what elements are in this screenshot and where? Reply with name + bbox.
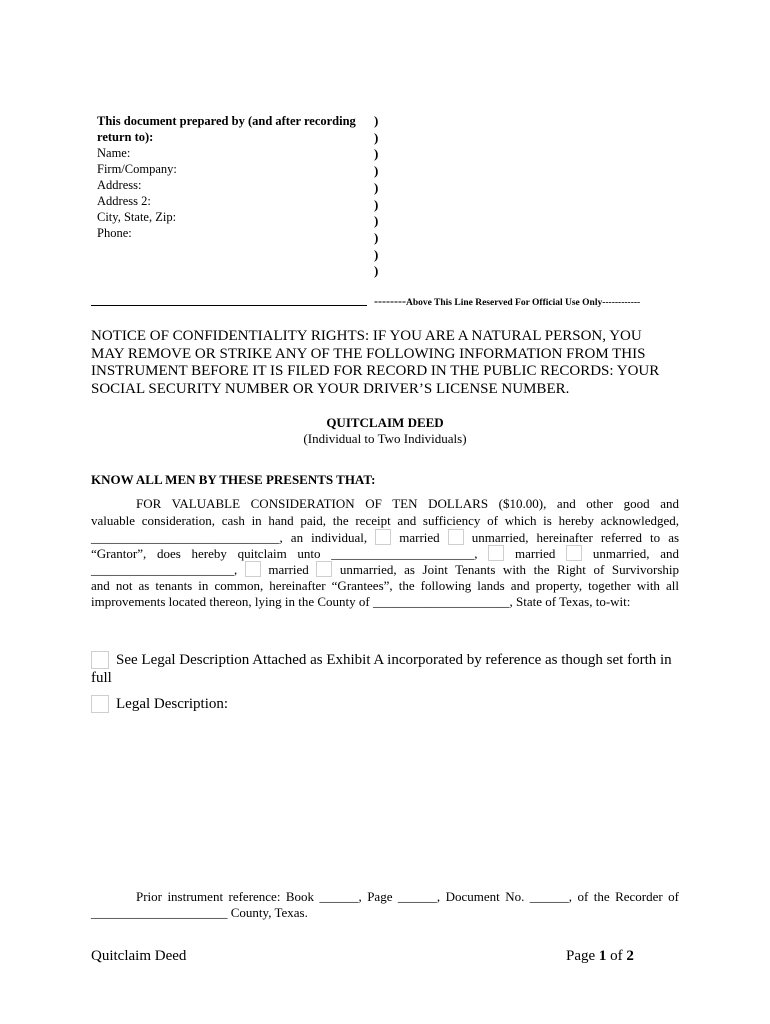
paren: ) — [374, 163, 379, 179]
prepared-by-heading: This document prepared by (and after recording — [97, 114, 356, 128]
field-firm-label: Firm/Company: — [97, 162, 177, 176]
of-label: of — [610, 948, 623, 964]
notice-line: MAY REMOVE OR STRIKE ANY OF THE FOLLOWING INFORMATION FROM THIS — [91, 345, 646, 362]
legal-description-checkbox[interactable] — [91, 695, 109, 713]
body-text: , an individual, — [279, 530, 368, 545]
paren: ) — [374, 146, 379, 162]
recording-rule-line — [91, 305, 367, 306]
paren: ) — [374, 263, 379, 279]
grantee1-name-blank[interactable]: ______________________ — [331, 546, 475, 561]
body-text: , State of Texas, to-wit: — [509, 594, 631, 609]
body-line-7 — [91, 594, 679, 610]
official-use-text: Above This Line Reserved For Official Use Only — [405, 298, 603, 308]
prior-reference-line-1: Prior instrument reference: Book ______, Page ______, Document No. ______, of the Recorder of — [136, 889, 679, 904]
grantor-unmarried-checkbox[interactable] — [448, 529, 464, 545]
married-label: married — [514, 546, 556, 561]
paren: ) — [374, 246, 379, 262]
married-label: married — [399, 530, 440, 545]
field-city-state-zip-label: City, State, Zip: — [97, 210, 177, 224]
exhibit-a-line-2: full — [91, 670, 112, 686]
married-label: married — [268, 562, 309, 577]
grantee2-married-checkbox[interactable] — [245, 561, 261, 577]
official-use-line — [374, 294, 640, 309]
official-dashes-right: ------------ — [602, 298, 641, 308]
page-total: 2 — [626, 948, 634, 964]
body-line-3 — [91, 529, 679, 546]
legal-description-label: Legal Description: — [116, 696, 229, 712]
field-phone-label: Phone: — [97, 226, 132, 240]
notice-line: INSTRUMENT BEFORE IT IS FILED FOR RECORD IN THE PUBLIC RECORDS: YOUR — [91, 363, 660, 379]
prepared-by-heading-cont: return to): — [97, 130, 154, 144]
grantee1-married-checkbox[interactable] — [488, 545, 504, 561]
grantor-name-blank[interactable]: _____________________________ — [91, 530, 280, 545]
page-current: 1 — [598, 948, 607, 964]
grantee2-name-blank[interactable]: ______________________ — [91, 562, 234, 577]
paren: ) — [374, 129, 379, 145]
page-label: Page — [566, 948, 596, 964]
paren: ) — [374, 113, 379, 128]
know-all-men-heading: KNOW ALL MEN BY THESE PRESENTS THAT: — [91, 472, 376, 487]
document-subtitle: (Individual to Two Individuals) — [303, 431, 467, 446]
body-text: unmarried, hereinafter referred to as — [471, 530, 680, 545]
body-line-2: valuable consideration, cash in hand paid, the receipt and sufficiency of which is hereby acknowledged, — [91, 513, 679, 528]
county-blank[interactable]: _____________________ — [372, 594, 510, 609]
body-text: improvements located thereon, lying in the County of — [91, 594, 370, 609]
field-address2-label: Address 2: — [97, 194, 151, 208]
field-address-label: Address: — [97, 178, 142, 192]
paren: ) — [374, 196, 379, 212]
paren: ) — [374, 213, 379, 229]
body-line-5: ______________________, married unmarried, as Joint Tenants with the Right of Survivorship — [91, 562, 680, 577]
body-text: unmarried, and — [592, 546, 680, 561]
exhibit-a-checkbox[interactable] — [91, 651, 109, 669]
official-dashes-left: -------- — [374, 294, 406, 308]
paren-column — [374, 113, 384, 280]
confidentiality-notice — [91, 328, 679, 398]
grantor-married-checkbox[interactable] — [375, 529, 391, 545]
document-title: QUITCLAIM DEED — [326, 415, 444, 430]
body-text: unmarried, as Joint Tenants with the Right of Survivorship — [339, 562, 680, 577]
grantee2-unmarried-checkbox[interactable] — [316, 561, 332, 577]
footer-page-number — [566, 948, 634, 965]
notice-line: SOCIAL SECURITY NUMBER OR YOUR DRIVER’S LICENSE NUMBER. — [91, 380, 570, 397]
body-text: “Grantor”, does hereby quitclaim unto — [91, 546, 321, 561]
notice-line: NOTICE OF CONFIDENTIALITY RIGHTS: IF YOU ARE A NATURAL PERSON, YOU — [91, 328, 642, 344]
prepared-by-block — [97, 113, 367, 241]
prior-reference-line-2: _____________________ County, Texas. — [91, 905, 308, 920]
grantee1-unmarried-checkbox[interactable] — [566, 545, 582, 561]
footer-doc-title: Quitclaim Deed — [91, 948, 187, 964]
body-line-1: FOR VALUABLE CONSIDERATION OF TEN DOLLARS ($10.00), and other good and — [136, 496, 679, 511]
field-name-label: Name: — [97, 146, 131, 160]
paren: ) — [374, 179, 379, 195]
body-line-4: “Grantor”, does hereby quitclaim unto ______________________, married unmarried, and — [91, 546, 680, 561]
paren: ) — [374, 229, 379, 245]
exhibit-a-line-1: See Legal Description Attached as Exhibit A incorporated by reference as though set forth in — [116, 652, 672, 668]
body-line-6: and not as tenants in common, hereinafter “Grantees”, the following lands and property, together with all — [91, 578, 679, 593]
